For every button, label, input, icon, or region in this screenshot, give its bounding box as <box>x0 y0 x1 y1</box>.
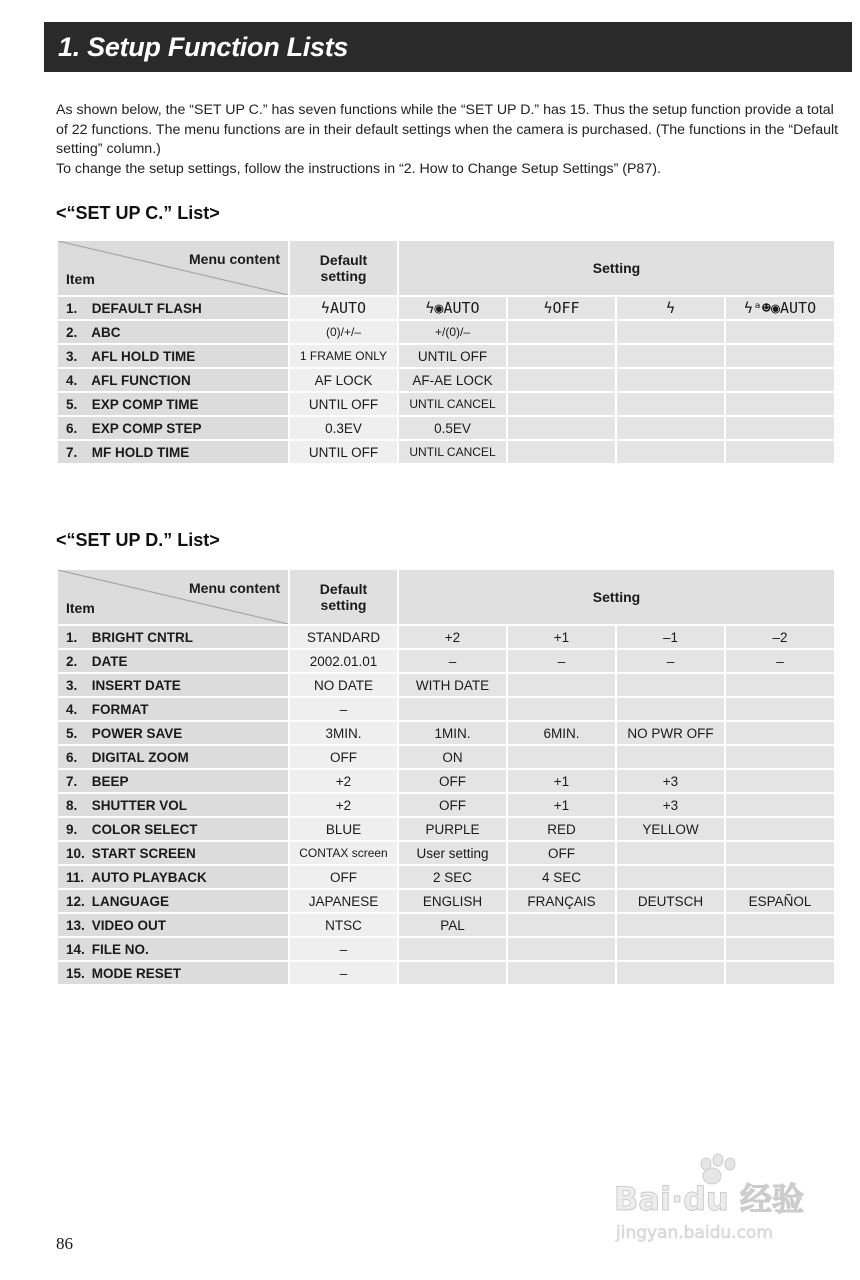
setting-option-cell: PURPLE <box>398 817 507 841</box>
setting-option-cell: ϟᵃ☻◉AUTO <box>725 296 835 320</box>
row-name: AUTO PLAYBACK <box>91 869 207 885</box>
table-row <box>57 440 835 464</box>
table-row <box>57 625 835 649</box>
default-setting-header: Default setting <box>289 569 398 625</box>
setting-option-cell: UNTIL OFF <box>398 344 507 368</box>
setting-option-cell: – <box>507 649 616 673</box>
setting-option-cell <box>507 320 616 344</box>
default-setting-cell: NTSC <box>289 913 398 937</box>
row-name: EXP COMP TIME <box>91 396 199 412</box>
setting-option-cell <box>507 416 616 440</box>
default-setting-cell: +2 <box>289 793 398 817</box>
setting-option-cell <box>616 865 725 889</box>
row-number: 3. <box>66 348 78 364</box>
row-name: DATE <box>91 653 128 669</box>
row-item-name <box>57 296 289 320</box>
row-number: 13. <box>66 917 85 933</box>
setting-option-cell: AF-AE LOCK <box>398 368 507 392</box>
default-setting-cell: STANDARD <box>289 625 398 649</box>
setting-option-cell: – <box>725 649 835 673</box>
setting-option-cell: 0.5EV <box>398 416 507 440</box>
page-title: 1. Setup Function Lists <box>58 31 349 62</box>
row-item-name <box>57 416 289 440</box>
row-name: ABC <box>91 324 121 340</box>
row-number: 6. <box>66 749 78 765</box>
setting-option-cell: ϟ◉AUTO <box>398 296 507 320</box>
row-item-name <box>57 721 289 745</box>
intro-paragraph-1: As shown below, the “SET UP C.” has seven functions while the “SET UP D.” has 15. Thus the setup function provide a total of 22 functions. The menu functions are in their default settings when the camera is purchased. (The functions in the “Default setting” column.) <box>56 102 839 157</box>
row-number: 2. <box>66 653 78 669</box>
row-item-name <box>57 344 289 368</box>
default-setting-cell: NO DATE <box>289 673 398 697</box>
default-setting-cell: ϟAUTO <box>289 296 398 320</box>
setting-option-cell: ENGLISH <box>398 889 507 913</box>
row-number: 11. <box>66 869 85 885</box>
table-row <box>57 368 835 392</box>
setting-option-cell <box>507 392 616 416</box>
table-row <box>57 673 835 697</box>
setting-option-cell <box>725 745 835 769</box>
setting-option-cell <box>725 721 835 745</box>
default-setting-cell: JAPANESE <box>289 889 398 913</box>
setting-option-cell <box>398 697 507 721</box>
row-item-name <box>57 625 289 649</box>
row-item-name <box>57 673 289 697</box>
setting-option-cell: –2 <box>725 625 835 649</box>
setting-option-cell: User setting <box>398 841 507 865</box>
setting-option-cell: ON <box>398 745 507 769</box>
setting-option-cell: UNTIL CANCEL <box>398 392 507 416</box>
setup-c-header-row <box>57 240 835 296</box>
row-name: BEEP <box>91 773 129 789</box>
default-setting-cell: 3MIN. <box>289 721 398 745</box>
row-number: 7. <box>66 444 78 460</box>
row-number: 1. <box>66 629 78 645</box>
setting-option-cell: +2 <box>398 625 507 649</box>
row-name: INSERT DATE <box>91 677 181 693</box>
setting-option-cell <box>725 841 835 865</box>
setting-option-cell: OFF <box>507 841 616 865</box>
paw-logo-icon <box>612 1150 832 1245</box>
row-name: COLOR SELECT <box>91 821 198 837</box>
row-item-name <box>57 793 289 817</box>
header-item-menu-cell <box>57 569 289 625</box>
table-row <box>57 769 835 793</box>
row-item-name <box>57 817 289 841</box>
default-setting-cell: 1 FRAME ONLY <box>289 344 398 368</box>
setting-option-cell <box>616 913 725 937</box>
setting-option-cell <box>507 697 616 721</box>
setting-option-cell: –1 <box>616 625 725 649</box>
intro-text <box>56 101 846 179</box>
setting-option-cell <box>507 673 616 697</box>
table-row <box>57 865 835 889</box>
setting-option-cell <box>507 368 616 392</box>
setting-option-cell <box>398 937 507 961</box>
item-label: Item <box>66 600 95 616</box>
row-number: 4. <box>66 372 78 388</box>
setting-option-cell: +/(0)/– <box>398 320 507 344</box>
setting-option-cell: +1 <box>507 625 616 649</box>
setting-option-cell: DEUTSCH <box>616 889 725 913</box>
table-row <box>57 913 835 937</box>
table-row <box>57 344 835 368</box>
default-setting-cell: – <box>289 697 398 721</box>
setting-option-cell <box>725 793 835 817</box>
setting-option-cell <box>725 865 835 889</box>
setting-option-cell <box>725 769 835 793</box>
row-number: 6. <box>66 420 78 436</box>
table-row <box>57 697 835 721</box>
setting-option-cell: RED <box>507 817 616 841</box>
row-item-name <box>57 961 289 985</box>
row-name: VIDEO OUT <box>91 917 167 933</box>
setting-option-cell: WITH DATE <box>398 673 507 697</box>
row-item-name <box>57 769 289 793</box>
setup-d-title: <“SET UP D.” List> <box>56 530 220 550</box>
default-setting-cell: UNTIL OFF <box>289 440 398 464</box>
table-row <box>57 817 835 841</box>
row-name: FILE NO. <box>91 941 149 957</box>
setting-option-cell: FRANÇAIS <box>507 889 616 913</box>
row-item-name <box>57 440 289 464</box>
setting-option-cell <box>725 913 835 937</box>
section-header-bar <box>44 22 852 72</box>
row-item-name <box>57 649 289 673</box>
setting-header: Setting <box>398 240 835 296</box>
row-number: 3. <box>66 677 78 693</box>
setup-d-table <box>56 568 836 986</box>
item-label: Item <box>66 271 95 287</box>
setting-option-cell: 6MIN. <box>507 721 616 745</box>
row-number: 9. <box>66 821 78 837</box>
setting-option-cell <box>507 344 616 368</box>
row-number: 5. <box>66 725 78 741</box>
setting-option-cell: 4 SEC <box>507 865 616 889</box>
setting-option-cell: 2 SEC <box>398 865 507 889</box>
default-setting-cell: (0)/+/– <box>289 320 398 344</box>
setting-option-cell <box>725 320 835 344</box>
setting-option-cell <box>616 320 725 344</box>
row-number: 15. <box>66 965 85 981</box>
row-item-name <box>57 913 289 937</box>
setting-option-cell: UNTIL CANCEL <box>398 440 507 464</box>
table-row <box>57 937 835 961</box>
row-name: BRIGHT CNTRL <box>91 629 194 645</box>
row-name: MODE RESET <box>91 965 182 981</box>
default-setting-header: Default setting <box>289 240 398 296</box>
setting-option-cell: – <box>398 649 507 673</box>
row-item-name <box>57 889 289 913</box>
row-number: 10. <box>66 845 85 861</box>
row-item-name <box>57 841 289 865</box>
default-setting-cell: CONTAX screen <box>289 841 398 865</box>
default-setting-cell: OFF <box>289 865 398 889</box>
row-number: 4. <box>66 701 78 717</box>
row-name: DIGITAL ZOOM <box>91 749 189 765</box>
row-name: POWER SAVE <box>91 725 183 741</box>
setting-option-cell: +1 <box>507 769 616 793</box>
header-item-menu-cell <box>57 240 289 296</box>
setting-option-cell: ϟOFF <box>507 296 616 320</box>
table-row <box>57 793 835 817</box>
setting-option-cell <box>725 697 835 721</box>
setting-option-cell <box>725 440 835 464</box>
intro-paragraph-2: To change the setup settings, follow the instructions in “2. How to Change Setup Settings” (P87). <box>56 160 661 177</box>
setting-option-cell <box>725 937 835 961</box>
setting-option-cell <box>725 961 835 985</box>
default-setting-cell: – <box>289 961 398 985</box>
watermark-brand: Bai·du 经验 <box>614 1180 804 1218</box>
setting-option-cell <box>725 416 835 440</box>
row-item-name <box>57 392 289 416</box>
row-number: 2. <box>66 324 78 340</box>
setting-option-cell <box>616 416 725 440</box>
default-setting-cell: 2002.01.01 <box>289 649 398 673</box>
row-name: START SCREEN <box>91 845 196 861</box>
default-setting-cell: OFF <box>289 745 398 769</box>
default-setting-cell: – <box>289 937 398 961</box>
watermark-url: jingyan.baidu.com <box>616 1223 773 1243</box>
row-number: 1. <box>66 300 78 316</box>
table-row <box>57 392 835 416</box>
setting-option-cell: – <box>616 649 725 673</box>
table-row <box>57 649 835 673</box>
menu-content-label: Menu content <box>189 251 280 267</box>
setup-d-header-row <box>57 569 835 625</box>
row-number: 5. <box>66 396 78 412</box>
row-name: DEFAULT FLASH <box>91 300 202 316</box>
setting-option-cell <box>507 913 616 937</box>
setting-option-cell <box>507 961 616 985</box>
setting-option-cell <box>507 937 616 961</box>
setting-option-cell: +3 <box>616 769 725 793</box>
setup-c-table <box>56 239 836 465</box>
setting-option-cell <box>725 368 835 392</box>
row-name: SHUTTER VOL <box>91 797 188 813</box>
menu-content-label: Menu content <box>189 580 280 596</box>
setting-option-cell <box>616 937 725 961</box>
setting-option-cell: +1 <box>507 793 616 817</box>
row-number: 7. <box>66 773 78 789</box>
setting-option-cell: ESPAÑOL <box>725 889 835 913</box>
default-setting-cell: 0.3EV <box>289 416 398 440</box>
setting-option-cell <box>507 745 616 769</box>
setting-header: Setting <box>398 569 835 625</box>
table-row <box>57 889 835 913</box>
row-name: LANGUAGE <box>91 893 170 909</box>
row-number: 8. <box>66 797 78 813</box>
setting-option-cell: +3 <box>616 793 725 817</box>
setting-option-cell: YELLOW <box>616 817 725 841</box>
row-number: 14. <box>66 941 85 957</box>
table-row <box>57 296 835 320</box>
setting-option-cell <box>507 440 616 464</box>
default-setting-cell: BLUE <box>289 817 398 841</box>
row-item-name <box>57 937 289 961</box>
default-setting-cell: UNTIL OFF <box>289 392 398 416</box>
default-setting-cell: +2 <box>289 769 398 793</box>
setting-option-cell: NO PWR OFF <box>616 721 725 745</box>
setup-c-title: <“SET UP C.” List> <box>56 203 220 223</box>
table-row <box>57 416 835 440</box>
setting-option-cell <box>725 817 835 841</box>
row-name: FORMAT <box>91 701 149 717</box>
table-row <box>57 721 835 745</box>
row-item-name <box>57 368 289 392</box>
setting-option-cell <box>616 841 725 865</box>
setting-option-cell <box>616 368 725 392</box>
setting-option-cell: OFF <box>398 793 507 817</box>
row-name: EXP COMP STEP <box>91 420 202 436</box>
table-row <box>57 320 835 344</box>
row-item-name <box>57 697 289 721</box>
setting-option-cell: OFF <box>398 769 507 793</box>
setting-option-cell <box>616 440 725 464</box>
default-setting-cell: AF LOCK <box>289 368 398 392</box>
row-name: AFL FUNCTION <box>91 372 191 388</box>
table-row <box>57 745 835 769</box>
row-name: MF HOLD TIME <box>91 444 190 460</box>
row-item-name <box>57 320 289 344</box>
setting-option-cell <box>616 673 725 697</box>
setting-option-cell: PAL <box>398 913 507 937</box>
setting-option-cell <box>398 961 507 985</box>
page-number: 86 <box>56 1234 73 1253</box>
setting-option-cell <box>616 697 725 721</box>
row-item-name <box>57 865 289 889</box>
setting-option-cell <box>725 344 835 368</box>
setting-option-cell <box>616 745 725 769</box>
row-item-name <box>57 745 289 769</box>
table-row <box>57 841 835 865</box>
row-number: 12. <box>66 893 85 909</box>
setting-option-cell <box>725 673 835 697</box>
setting-option-cell <box>616 392 725 416</box>
setting-option-cell <box>616 961 725 985</box>
setting-option-cell: ϟ <box>616 296 725 320</box>
row-name: AFL HOLD TIME <box>91 348 196 364</box>
baidu-watermark <box>612 1150 832 1245</box>
setting-option-cell <box>616 344 725 368</box>
table-row <box>57 961 835 985</box>
setting-option-cell: 1MIN. <box>398 721 507 745</box>
setting-option-cell <box>725 392 835 416</box>
